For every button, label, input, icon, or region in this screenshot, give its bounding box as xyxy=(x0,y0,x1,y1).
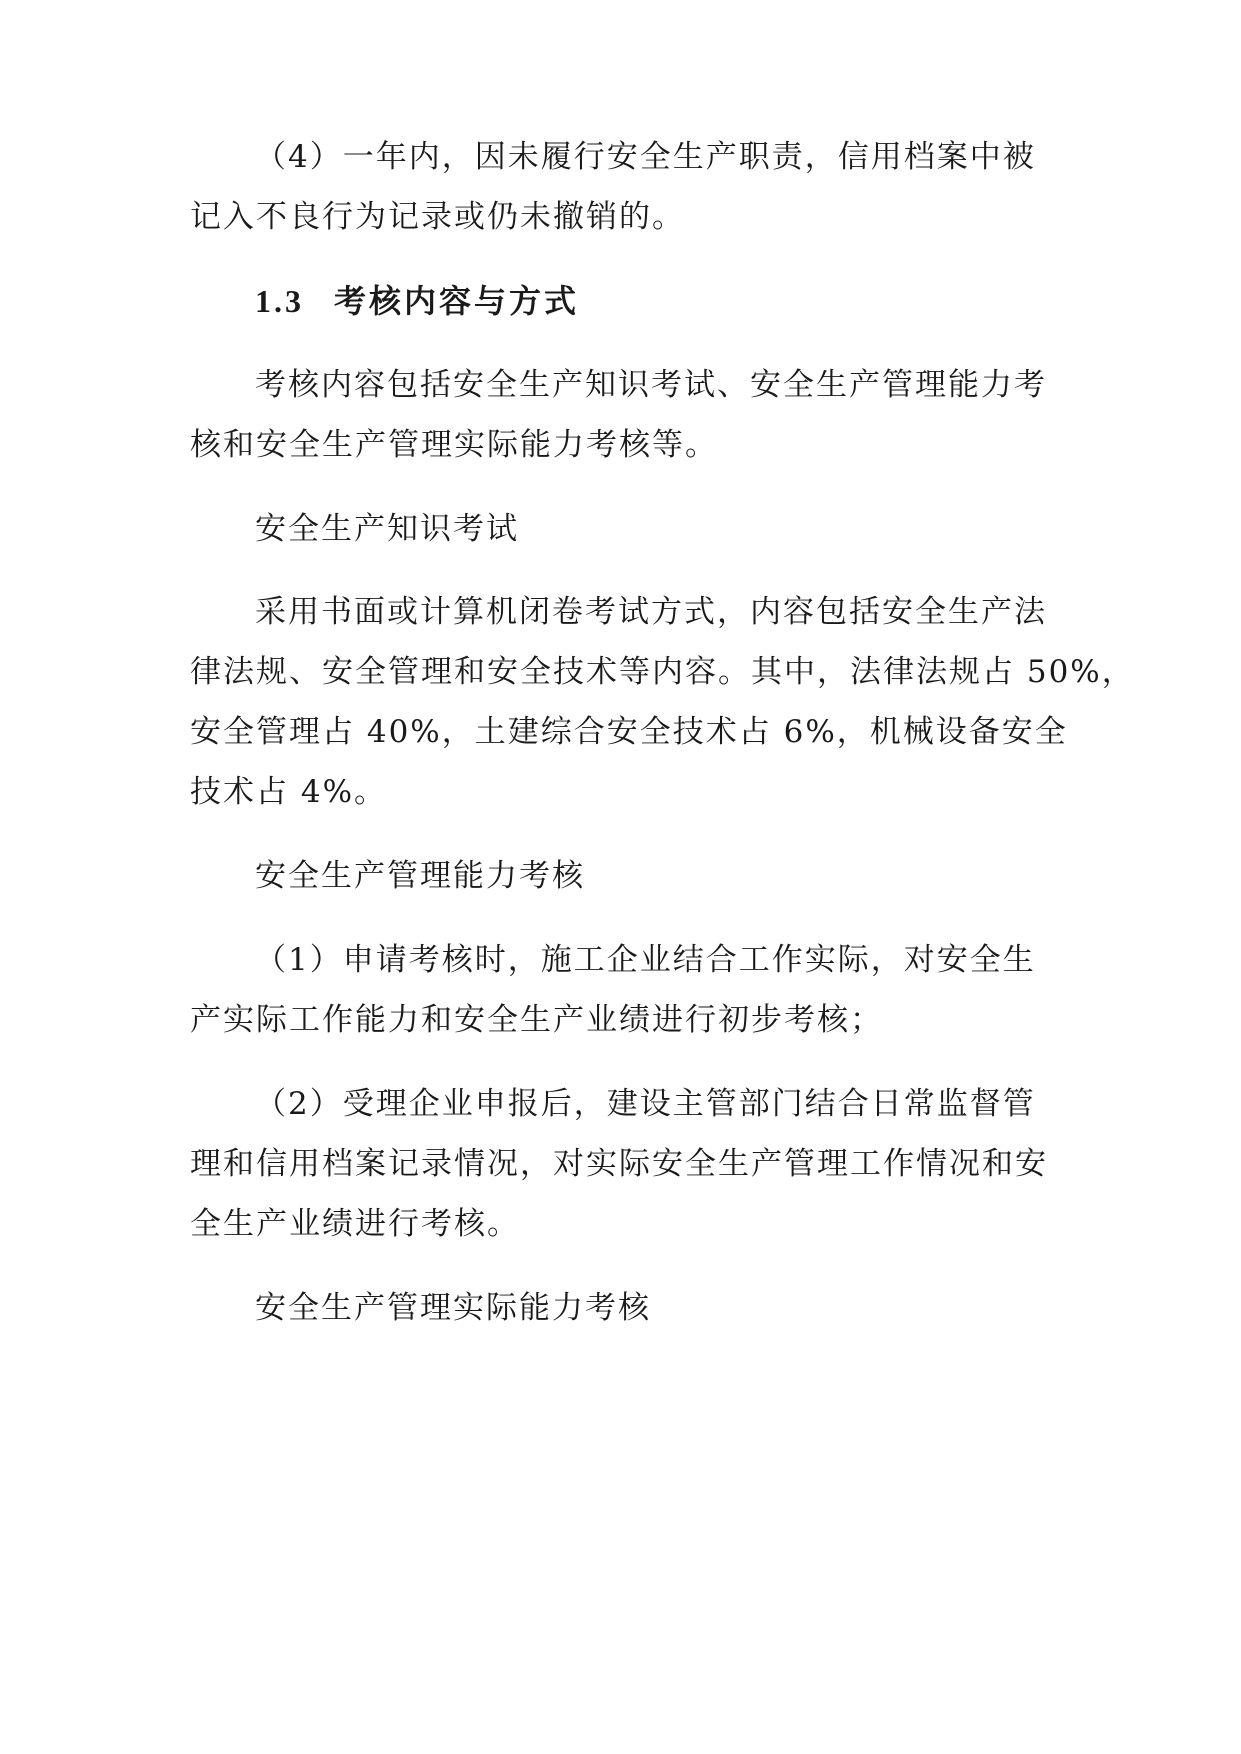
section-title: 考核内容与方式 xyxy=(334,282,580,320)
paragraph-line: 产实际工作能力和安全生产业绩进行初步考核； xyxy=(190,1002,883,1038)
paragraph-line: （4）一年内，因未履行安全生产职责，信用档案中被 xyxy=(255,139,1036,175)
paragraph-line: （2）受理企业申报后，建设主管部门结合日常监督管 xyxy=(255,1086,1036,1122)
paragraph-line: 记入不良行为记录或仍未撤销的。 xyxy=(190,199,685,235)
paragraph-line: 全生产业绩进行考核。 xyxy=(190,1206,520,1242)
subheading: 安全生产知识考试 xyxy=(255,511,519,547)
paragraph-line: 考核内容包括安全生产知识考试、安全生产管理能力考 xyxy=(255,367,1047,403)
paragraph-line: 理和信用档案记录情况，对实际安全生产管理工作情况和安 xyxy=(190,1146,1048,1182)
paragraph-line: 采用书面或计算机闭卷考试方式，内容包括安全生产法 xyxy=(255,594,1047,630)
paragraph-line: 律法规、安全管理和安全技术等内容。其中，法律法规占 50%， xyxy=(190,654,1135,690)
subheading: 安全生产管理能力考核 xyxy=(255,858,585,894)
section-number: 1.3 xyxy=(255,283,304,319)
paragraph-line: 技术占 4%。 xyxy=(190,774,388,810)
subheading: 安全生产管理实际能力考核 xyxy=(255,1290,651,1326)
section-heading xyxy=(255,281,1135,321)
paragraph-line: （1）申请考核时，施工企业结合工作实际，对安全生 xyxy=(255,942,1036,978)
paragraph-line: 安全管理占 40%，土建综合安全技术占 6%，机械设备安全 xyxy=(190,714,1068,750)
paragraph-line: 核和安全生产管理实际能力考核等。 xyxy=(190,427,718,463)
